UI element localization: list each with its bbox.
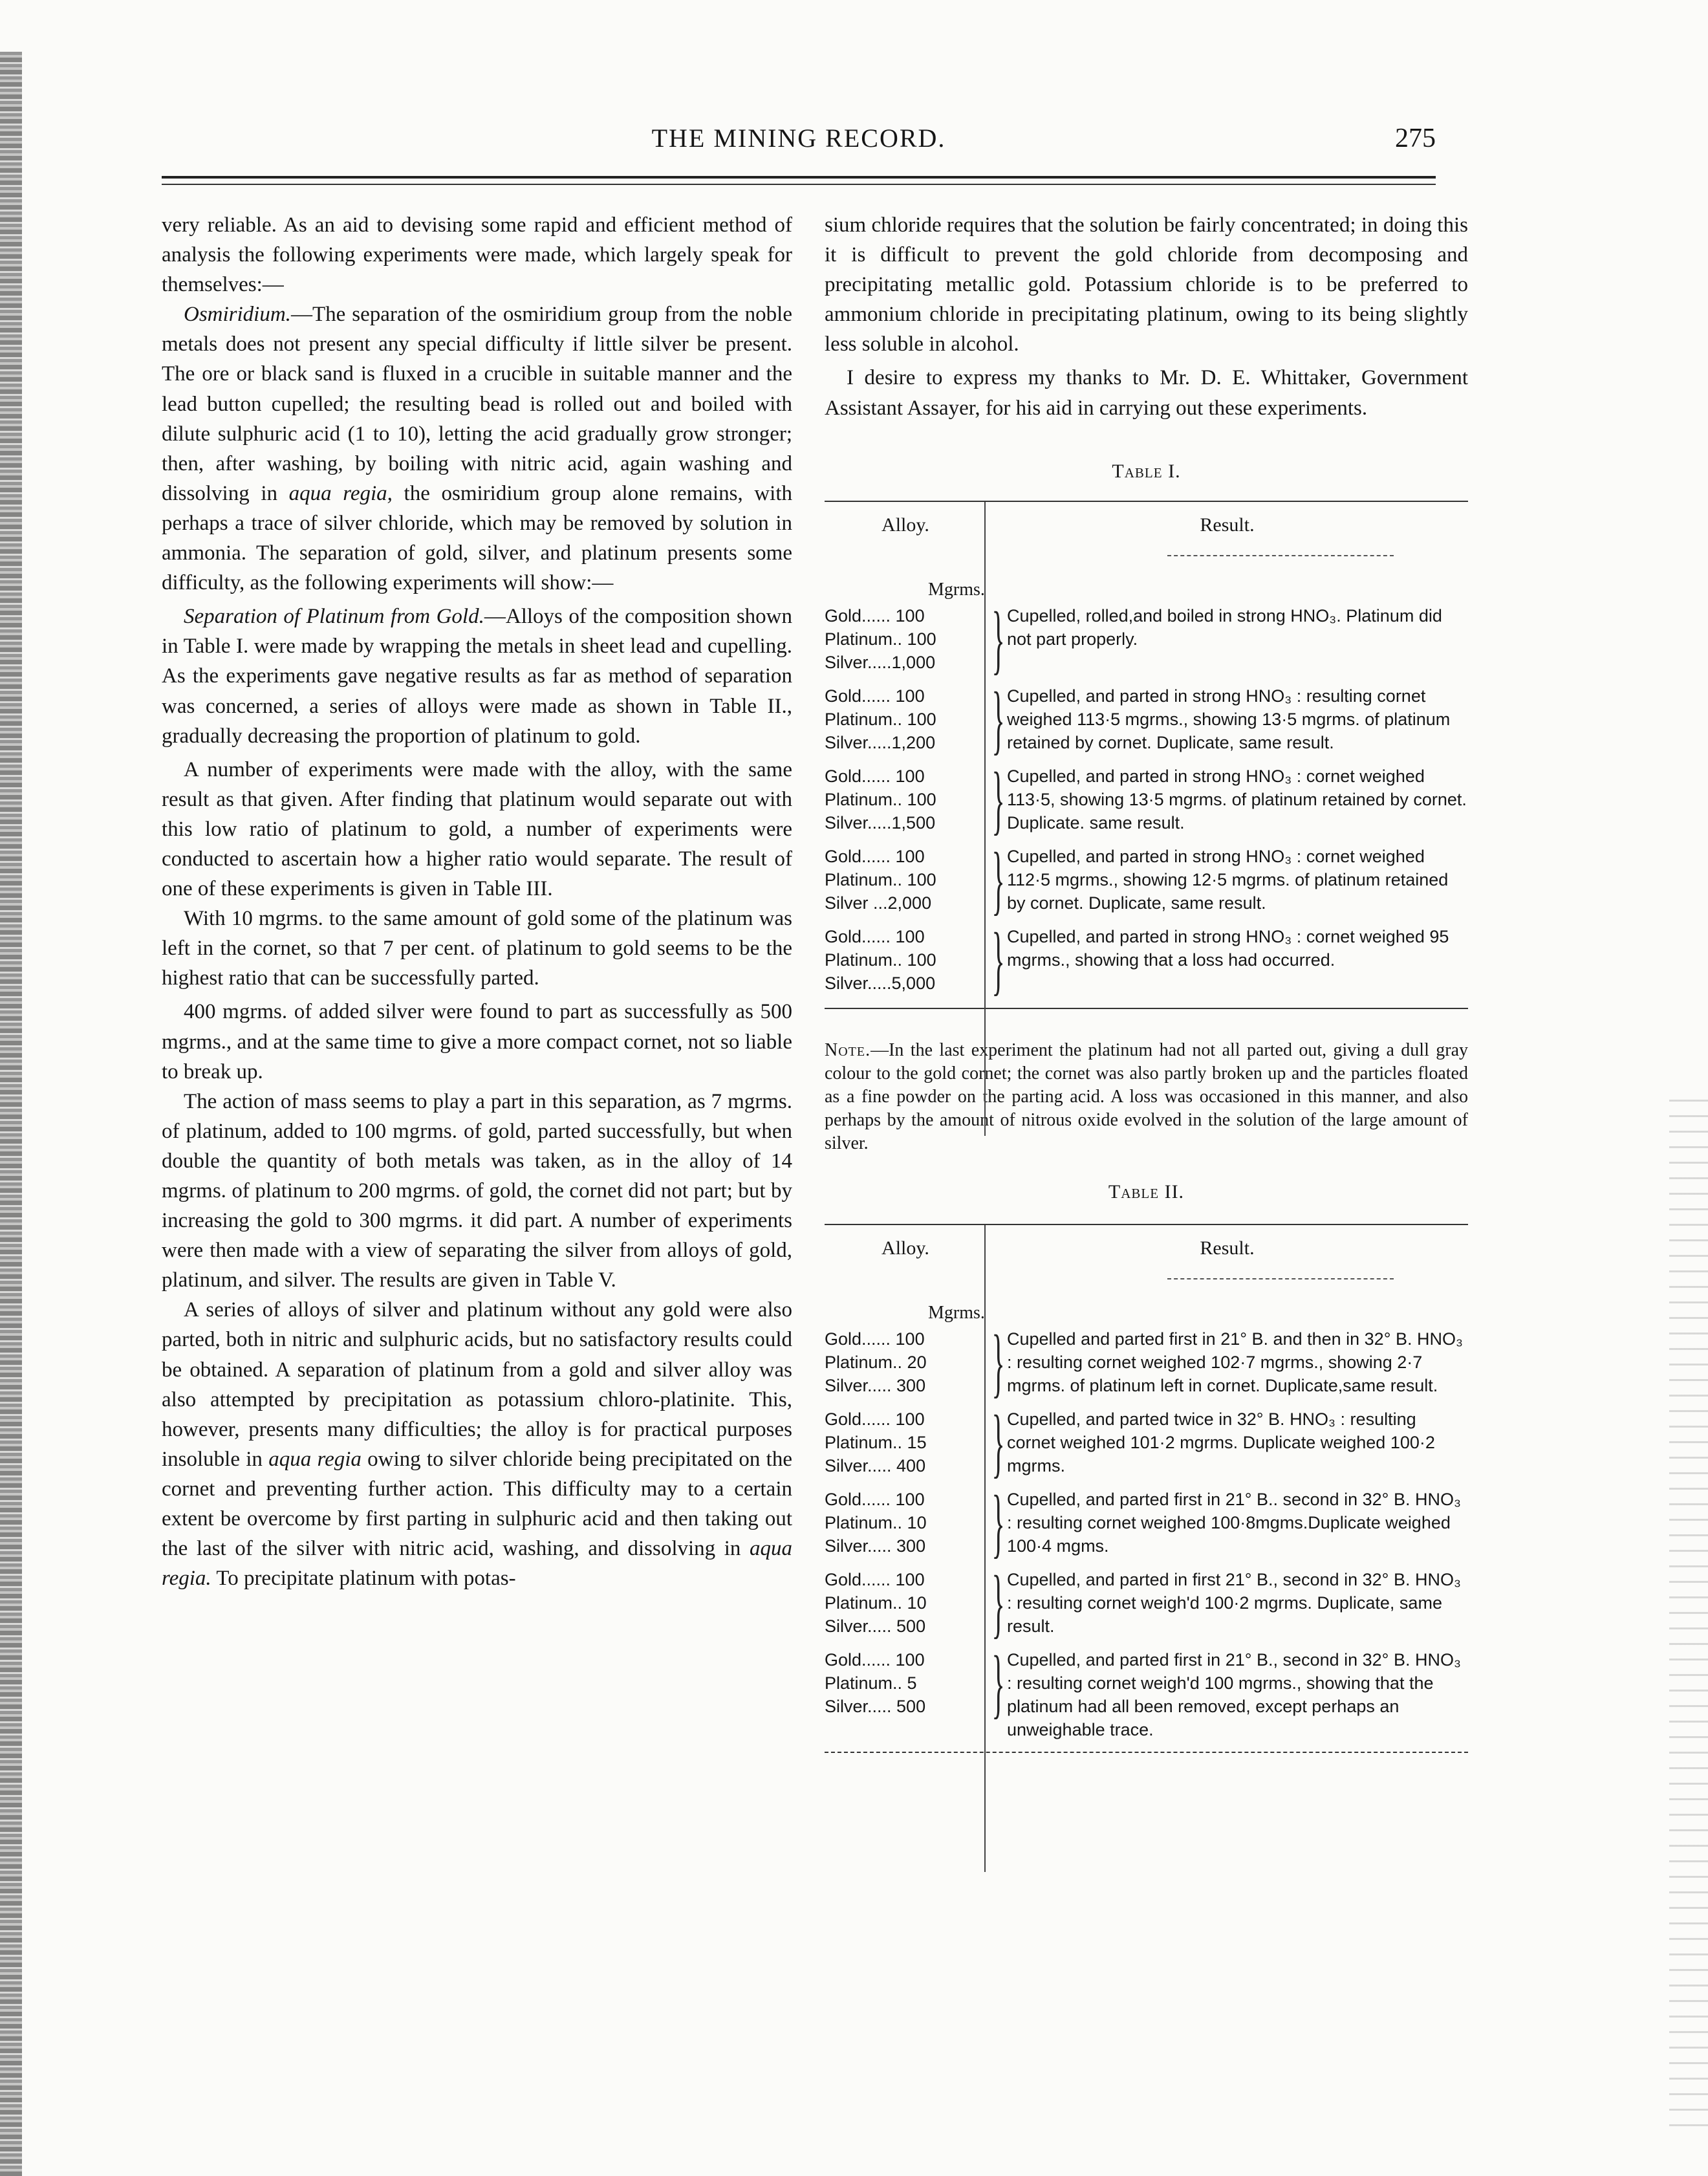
left-column — [162, 210, 792, 1593]
paragraph-text: sium chloride requires that the solution be fairly concentrated; in doing this it is difficult to prevent the gold chloride from decomposing and precipitating metallic gold. Potassium chloride is to be preferred to ammonium chloride in precipitating platinum, owing to its being slightly less soluble in alcohol. — [825, 213, 1468, 356]
platinum-amount: Platinum.. 15 — [825, 1432, 927, 1452]
paragraph-text: I desire to express my thanks to Mr. D. E. Whittaker, Government Assistant Assayer, for his aid in carrying out these experiments. — [825, 366, 1468, 420]
column-divider — [984, 1225, 986, 1872]
table-header — [825, 1225, 1468, 1272]
brace-glyph: } — [991, 1559, 1005, 1646]
header-rule-thin — [162, 184, 1436, 185]
header-result: Result. — [1200, 514, 1255, 536]
silver-amount: Silver..... 300 — [825, 1536, 926, 1556]
silver-amount: Silver..... 500 — [825, 1616, 926, 1636]
platinum-amount: Platinum.. 100 — [825, 869, 936, 889]
silver-amount: Silver.....5,000 — [825, 973, 936, 993]
gold-amount: Gold...... 100 — [825, 926, 925, 946]
gold-amount: Gold...... 100 — [825, 1489, 925, 1509]
table-rule — [825, 1008, 1468, 1009]
header-alloy: Alloy. — [881, 1237, 929, 1259]
table2 — [825, 1224, 1468, 1753]
platinum-amount: Platinum.. 100 — [825, 789, 936, 809]
table-row — [825, 595, 1468, 682]
table-row — [825, 675, 1468, 762]
table-row — [825, 1318, 1468, 1405]
header-alloy: Alloy. — [881, 514, 929, 536]
platinum-amount: Platinum.. 5 — [825, 1673, 917, 1693]
gold-amount: Gold...... 100 — [825, 1409, 925, 1429]
column-divider — [984, 502, 986, 1136]
header-dash — [1167, 1278, 1394, 1279]
paragraph-separation — [162, 602, 792, 750]
italic-term: aqua regia. — [162, 1537, 792, 1591]
silver-amount: Silver.....1,500 — [825, 812, 936, 832]
gold-amount: Gold...... 100 — [825, 1649, 925, 1670]
result-cell: Cupelled, and parted in first 21° B., second in 32° B. HNO₃ : resulting cornet weigh'd 100·2 mgrms. Duplicate, same result. — [1007, 1569, 1461, 1636]
table2-title: Table II. — [1108, 1180, 1185, 1202]
platinum-amount: Platinum.. 100 — [825, 629, 936, 649]
table-row — [825, 836, 1468, 922]
result-cell: Cupelled and parted first in 21° B. and then in 32° B. HNO₃ : resulting cornet weighed 102·7 mgrms., showing 2·7 mgrms. of platinum left in cornet. Duplicate,same result. — [1007, 1329, 1463, 1395]
paragraph — [162, 210, 792, 299]
table1-title: Table I. — [1112, 460, 1181, 482]
alloy-cell — [825, 684, 986, 754]
paragraph-text: The action of mass seems to play a part in this separation, as 7 mgrms. of platinum, added to 100 mgrms. of gold, parted successfully, but when double the quantity of both metals was taken, as in the alloy of 14 mgrms. of platinum to 200 mgrms. of gold, the cornet did not part; but by increasing the gold to 300 mgrms. it did part. A number of experiments were then made with a view of separating the silver from alloys of gold, platinum, and silver. The results are given in Table V. — [162, 1089, 792, 1292]
alloy-cell — [825, 925, 986, 995]
platinum-amount: Platinum.. 20 — [825, 1352, 927, 1372]
page-edge-specks — [1669, 1100, 1708, 2135]
running-title: THE MINING RECORD. — [651, 124, 946, 153]
paragraph-text: the osmiridium group alone remains, with perhaps a trace of silver chloride, which may be removed by solution in ammonia. The separation of gold, silver, and platinum presents some difficulty, as the following experiments will show:— — [162, 481, 792, 595]
result-cell: Cupelled, and parted in strong HNO₃ : cornet weighed 112·5 mgrms., showing 12·5 mgrms. of platinum retained by cornet. Duplicate, same result. — [1007, 846, 1449, 913]
paragraph-text: To precipitate platinum with potas- — [211, 1567, 516, 1591]
paragraph-text: A number of experiments were made with the alloy, with the same result as that given. After finding that platinum would separate out with this low ratio of platinum to gold, a number of experiments were conducted to ascertain how a higher ratio would separate. The result of one of these experiments is given in Table III. — [162, 757, 792, 901]
paragraph-text: owing to silver chloride being precipitated on the cornet and preventing further action. This difficulty may to a certain extent be overcome by first parting in sulphuric acid and then taking out the last of the silver with nitric acid, washing, and dissolving in — [162, 1447, 792, 1561]
table-row — [825, 1479, 1468, 1565]
result-cell: Cupelled, and parted in strong HNO₃ : resulting cornet weighed 113·5 mgrms., showing 13·5 mgrms. of platinum retained by cornet. Duplicate, same result. — [1007, 686, 1451, 752]
paragraph-text: very reliable. As an aid to devising some rapid and efficient method of analysis the following experiments were made, which largely speak for themselves:— — [162, 213, 792, 297]
result-cell: Cupelled, and parted in strong HNO₃ : cornet weighed 95 mgrms., showing that a loss had occurred. — [1007, 926, 1449, 970]
silver-amount: Silver..... 400 — [825, 1455, 926, 1475]
platinum-amount: Platinum.. 100 — [825, 950, 936, 970]
gold-amount: Gold...... 100 — [825, 846, 925, 866]
paragraph-lead: Separation of Platinum from Gold. — [184, 605, 484, 629]
paragraph-lead: Osmiridium. — [184, 303, 291, 327]
alloy-cell — [825, 1648, 986, 1741]
table-row — [825, 1398, 1468, 1485]
brace-glyph: } — [991, 836, 1005, 922]
paragraph — [162, 1087, 792, 1296]
alloy-cell — [825, 604, 986, 674]
paragraph — [825, 210, 1468, 359]
paragraph — [162, 904, 792, 993]
silver-amount: Silver ...2,000 — [825, 893, 932, 913]
result-cell: Cupelled, and parted first in 21° B., second in 32° B. HNO₃ : resulting cornet weigh'd 100 mgrms., showing that the platinum had all been removed, except perhaps an unweighable trace. — [1007, 1649, 1461, 1739]
result-cell: Cupelled, and parted in strong HNO₃ : cornet weighed 113·5, showing 13·5 mgrms. of platinum retained by cornet. Duplicate. same result. — [1007, 766, 1467, 832]
silver-amount: Silver.....1,000 — [825, 652, 936, 672]
brace-glyph: } — [991, 1398, 1005, 1485]
brace-glyph: } — [991, 1639, 1005, 1726]
alloy-cell — [825, 845, 986, 915]
platinum-amount: Platinum.. 100 — [825, 709, 936, 729]
result-cell: Cupelled, rolled,and boiled in strong HNO₃. Platinum did not part properly. — [1007, 605, 1442, 649]
table-row — [825, 756, 1468, 842]
unit-label: Mgrms. — [928, 579, 985, 600]
silver-amount: Silver.....1,200 — [825, 732, 936, 752]
note-text: —In the last experiment the platinum had not all parted out, giving a dull gray colour to the gold cornet; the cornet was also partly broken up and the particles floated as a fine powder on the parting acid. A loss was occasioned in this manner, and also perhaps by the amount of nitrous oxide evolved in the solution of the large amount of silver. — [825, 1039, 1468, 1153]
silver-amount: Silver..... 500 — [825, 1696, 926, 1716]
brace-glyph: } — [991, 916, 1005, 1003]
brace-glyph: } — [991, 675, 1005, 762]
paragraph — [162, 997, 792, 1086]
brace-glyph: } — [991, 595, 1005, 682]
header-result: Result. — [1200, 1237, 1255, 1259]
table-row — [825, 916, 1468, 1003]
gold-amount: Gold...... 100 — [825, 766, 925, 786]
table-header — [825, 502, 1468, 549]
platinum-amount: Platinum.. 10 — [825, 1593, 927, 1613]
alloy-cell — [825, 1327, 986, 1397]
paragraph-acknowledgement — [825, 363, 1468, 422]
paragraph-text: A series of alloys of silver and platinum without any gold were also parted, both in nitric and sulphuric acids, but no satisfactory results could be obtained. A separation of platinum from a gold and silver alloy was also attempted by precipitation as potassium chloro-platinite. This, however, presents many difficulties; the alloy is for practical purposes insoluble in — [162, 1298, 792, 1471]
alloy-cell — [825, 765, 986, 834]
paragraph — [162, 755, 792, 904]
paragraph-osmiridium — [162, 299, 792, 598]
platinum-amount: Platinum.. 10 — [825, 1512, 927, 1532]
header-dash — [1167, 555, 1394, 556]
paragraph-text: —The separation of the osmiridium group from the noble metals does not present any special difficulty if little silver be present. The ore or black sand is fluxed in a crucible in suitable manner and the lead button cupelled; the resulting bead is rolled out and boiled with dilute sulphuric acid (1 to 10), letting the acid gradually grow stronger; then, after washing, by boiling with nitric acid, again washing and dissolving in — [162, 303, 792, 505]
page-number: 275 — [1395, 124, 1436, 153]
silver-amount: Silver..... 300 — [825, 1375, 926, 1395]
paragraph-text: With 10 mgrms. to the same amount of gold some of the platinum was left in the cornet, so that 7 per cent. of platinum to gold seems to be the highest ratio that can be successfully parted. — [162, 907, 792, 990]
italic-term: aqua regia, — [288, 481, 393, 505]
alloy-cell — [825, 1408, 986, 1477]
table-row — [825, 1559, 1468, 1646]
gold-amount: Gold...... 100 — [825, 605, 925, 626]
result-cell: Cupelled, and parted first in 21° B.. second in 32° B. HNO₃ : resulting cornet weighed 100·8mgms.Duplicate weighed 100·4 mgms. — [1007, 1489, 1461, 1556]
paragraph-text: 400 mgrms. of added silver were found to part as successfully as 500 mgrms., and at the same time to give a more compact cornet, not so liable to break up. — [162, 1000, 792, 1083]
gold-amount: Gold...... 100 — [825, 686, 925, 706]
result-cell: Cupelled, and parted twice in 32° B. HNO₃ : resulting cornet weighed 101·2 mgrms. Duplicate weighed 100·2 mgrms. — [1007, 1409, 1435, 1475]
alloy-cell — [825, 1568, 986, 1638]
table-row — [825, 1639, 1468, 1741]
paragraph — [162, 1295, 792, 1593]
page-header — [162, 123, 1436, 162]
unit-label: Mgrms. — [928, 1302, 985, 1323]
brace-glyph: } — [991, 1479, 1005, 1565]
alloy-cell — [825, 1488, 986, 1558]
brace-glyph: } — [991, 756, 1005, 842]
header-rule — [162, 176, 1436, 179]
brace-glyph: } — [991, 1318, 1005, 1405]
right-column — [825, 210, 1468, 1753]
paragraph-text: —Alloys of the composition shown in Table I. were made by wrapping the metals in sheet lead and cupelling. As the experiments gave negative results as far as method of separation was concerned, a series of alloys were made as shown in Table II., gradually decreasing the proportion of platinum to gold. — [162, 605, 793, 748]
gold-amount: Gold...... 100 — [825, 1569, 925, 1589]
note-label: Note. — [825, 1039, 871, 1060]
italic-term: aqua regia — [268, 1447, 362, 1471]
table-rule — [825, 1752, 1468, 1753]
table1-note — [825, 1039, 1468, 1155]
book-spine-edge — [0, 52, 22, 2176]
table1 — [825, 501, 1468, 1009]
gold-amount: Gold...... 100 — [825, 1329, 925, 1349]
